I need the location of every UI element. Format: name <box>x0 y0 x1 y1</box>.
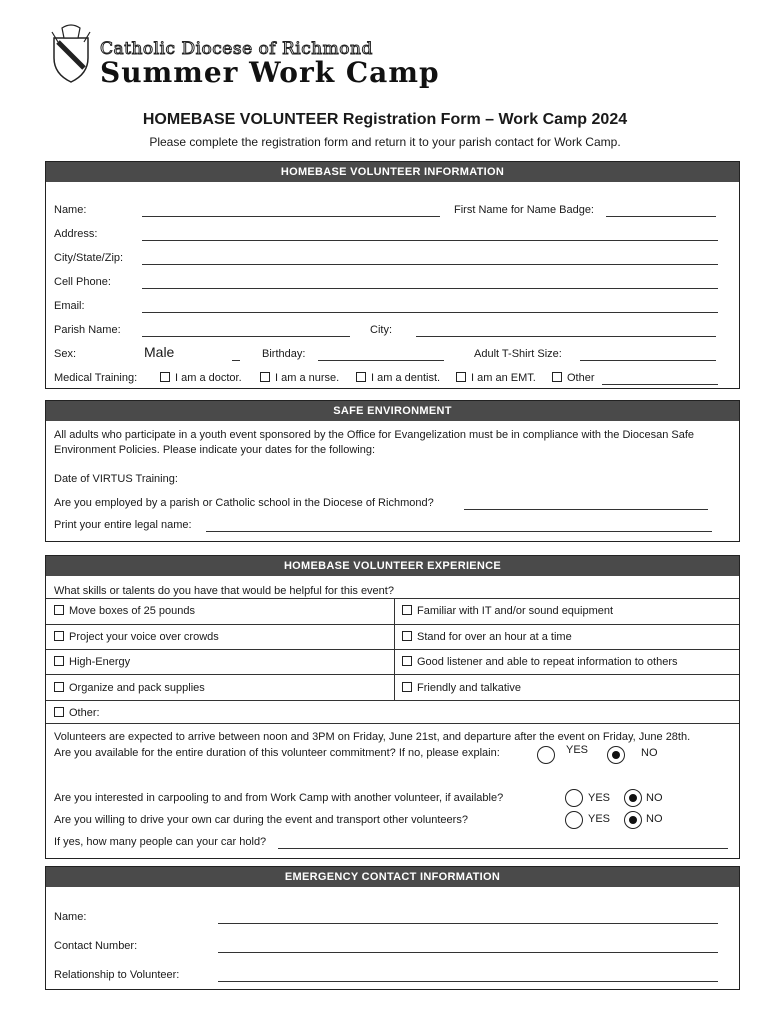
skill-label: Good listener and able to repeat information to others <box>417 656 678 668</box>
checkbox-icon <box>54 656 64 666</box>
skills-question: What skills or talents do you have that would be helpful for this event? <box>54 585 394 597</box>
checkbox-icon <box>160 372 170 382</box>
medical-option-label: I am a dentist. <box>371 372 441 384</box>
available-yes-radio[interactable] <box>537 746 555 764</box>
car-capacity-field[interactable] <box>278 848 728 849</box>
arrive-text-line2: Are you available for the entire duration of this volunteer commitment? If no, please explain: <box>54 747 500 759</box>
checkbox-icon <box>356 372 366 382</box>
volunteer-information-section <box>45 161 740 389</box>
skill-organize-pack[interactable] <box>46 674 394 700</box>
volunteer-experience-section <box>45 555 740 859</box>
medical-option-nurse[interactable] <box>260 372 339 384</box>
skill-label: High-Energy <box>69 656 131 668</box>
drive-yes-radio[interactable] <box>565 811 583 829</box>
city-field[interactable] <box>416 336 716 337</box>
cell-phone-label: Cell Phone: <box>54 276 111 288</box>
skill-label: Friendly and talkative <box>417 682 521 694</box>
legal-name-label: Print your entire legal name: <box>54 519 192 531</box>
parish-name-field[interactable] <box>142 336 350 337</box>
sex-field[interactable]: Male <box>144 344 175 360</box>
city-state-zip-field[interactable] <box>142 264 718 265</box>
skill-high-energy[interactable] <box>46 649 394 674</box>
emergency-relationship-label: Relationship to Volunteer: <box>54 969 180 981</box>
checkbox-icon <box>54 682 64 692</box>
medical-other-field[interactable] <box>602 384 718 385</box>
email-field[interactable] <box>142 312 718 313</box>
parish-name-label: Parish Name: <box>54 324 121 336</box>
medical-option-label: Other <box>567 372 595 384</box>
carpool-yes-label: YES <box>588 792 611 804</box>
checkbox-icon <box>54 631 64 641</box>
section-heading: HOMEBASE VOLUNTEER INFORMATION <box>46 162 739 182</box>
emergency-name-label: Name: <box>54 911 87 923</box>
skill-other[interactable] <box>46 700 739 724</box>
cell-phone-field[interactable] <box>142 288 718 289</box>
available-no-label: NO <box>641 747 658 759</box>
medical-option-label: I am a doctor. <box>175 372 242 384</box>
arrive-text-line1: Volunteers are expected to arrive between noon and 3PM on Friday, June 21st, and departure after the event on Friday, June 28th. <box>54 731 691 743</box>
checkbox-icon <box>402 656 412 666</box>
address-label: Address: <box>54 228 98 240</box>
emergency-contact-section <box>45 866 740 990</box>
skill-label: Familiar with IT and/or sound equipment <box>417 605 614 617</box>
sex-label: Sex: <box>54 348 77 360</box>
carpool-yes-radio[interactable] <box>565 789 583 807</box>
section-heading: SAFE ENVIRONMENT <box>46 401 739 421</box>
drive-question: Are you willing to drive your own car during the event and transport other volunteers? <box>54 814 468 826</box>
birthday-label: Birthday: <box>262 348 306 360</box>
checkbox-icon <box>552 372 562 382</box>
medical-option-label: I am a nurse. <box>275 372 340 384</box>
checkbox-icon <box>260 372 270 382</box>
badge-name-field[interactable] <box>606 216 716 217</box>
section-heading: HOMEBASE VOLUNTEER EXPERIENCE <box>46 556 739 576</box>
carpool-no-radio[interactable] <box>624 789 642 807</box>
shirt-size-label: Adult T-Shirt Size: <box>474 348 562 360</box>
carpool-no-label: NO <box>646 792 663 804</box>
safe-environment-section <box>45 400 740 542</box>
skill-friendly[interactable] <box>394 674 739 700</box>
skill-label: Other: <box>69 707 100 719</box>
legal-name-field[interactable] <box>206 531 712 532</box>
skill-label: Move boxes of 25 pounds <box>69 605 195 617</box>
sex-field-underline <box>232 360 240 361</box>
badge-name-label: First Name for Name Badge: <box>454 204 594 216</box>
email-label: Email: <box>54 300 85 312</box>
shirt-size-field[interactable] <box>580 360 716 361</box>
city-label: City: <box>370 324 392 336</box>
available-yes-label: YES <box>566 744 589 756</box>
safe-text-line2: Environment Policies. Please indicate your dates for the following: <box>54 444 376 456</box>
employed-field[interactable] <box>464 509 708 510</box>
medical-option-label: I am an EMT. <box>471 372 536 384</box>
medical-option-emt[interactable] <box>456 372 536 384</box>
skill-it-sound[interactable] <box>394 598 739 624</box>
checkbox-icon <box>402 682 412 692</box>
emergency-number-label: Contact Number: <box>54 940 138 952</box>
car-capacity-question: If yes, how many people can your car hold? <box>54 836 267 848</box>
medical-option-other[interactable] <box>552 372 595 384</box>
name-label: Name: <box>54 204 87 216</box>
virtus-label: Date of VIRTUS Training: <box>54 473 178 485</box>
employed-label: Are you employed by a parish or Catholic school in the Diocese of Richmond? <box>54 497 434 509</box>
medical-option-dentist[interactable] <box>356 372 440 384</box>
skill-good-listener[interactable] <box>394 649 739 674</box>
form-title: HOMEBASE VOLUNTEER Registration Form – Work Camp 2024 <box>142 111 628 128</box>
drive-no-radio[interactable] <box>624 811 642 829</box>
available-no-radio[interactable] <box>607 746 625 764</box>
skill-label: Stand for over an hour at a time <box>417 631 572 643</box>
skill-project-voice[interactable] <box>46 624 394 649</box>
diocese-name: Catholic Diocese of Richmond <box>100 39 373 59</box>
name-field[interactable] <box>142 216 440 217</box>
section-heading: EMERGENCY CONTACT INFORMATION <box>46 867 739 887</box>
skill-stand-hour[interactable] <box>394 624 739 649</box>
emergency-number-field[interactable] <box>218 952 718 953</box>
skill-label: Organize and pack supplies <box>69 682 205 694</box>
checkbox-icon <box>402 631 412 641</box>
skill-move-boxes[interactable] <box>46 598 394 624</box>
checkbox-icon <box>54 605 64 615</box>
checkbox-icon <box>54 707 64 717</box>
medical-training-label: Medical Training: <box>54 372 138 384</box>
camp-name: Summer Work Camp <box>100 56 440 89</box>
city-state-zip-label: City/State/Zip: <box>54 252 124 264</box>
emergency-relationship-field[interactable] <box>218 981 718 982</box>
form-subtitle: Please complete the registration form and return it to your parish contact for Work Camp. <box>149 135 621 149</box>
skill-label: Project your voice over crowds <box>69 631 219 643</box>
safe-text-line1: All adults who participate in a youth event sponsored by the Office for Evangelization must be in compliance with the Diocesan Safe <box>54 429 694 441</box>
drive-yes-label: YES <box>588 813 611 825</box>
checkbox-icon <box>402 605 412 615</box>
carpool-question: Are you interested in carpooling to and from Work Camp with another volunteer, if available? <box>54 792 504 804</box>
medical-option-doctor[interactable] <box>160 372 242 384</box>
drive-no-label: NO <box>646 813 663 825</box>
diocese-crest-logo <box>48 24 94 84</box>
emergency-name-field[interactable] <box>218 923 718 924</box>
birthday-field[interactable] <box>318 360 444 361</box>
checkbox-icon <box>456 372 466 382</box>
address-field[interactable] <box>142 240 718 241</box>
